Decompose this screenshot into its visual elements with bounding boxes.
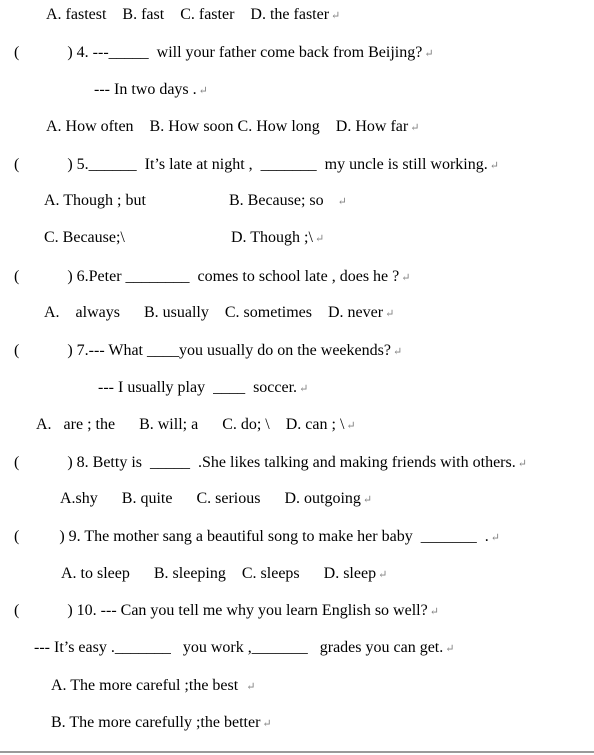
- paragraph-mark-icon: ↵: [246, 681, 256, 693]
- paragraph-mark-icon: ↵: [314, 233, 325, 245]
- q6-options: A. always B. usually C. sometimes D. never ↵: [44, 304, 395, 321]
- paragraph-mark-icon: ↵: [392, 346, 403, 358]
- paragraph-mark-icon: ↵: [385, 308, 395, 320]
- q10-option-b: B. The more carefully ;the better ↵: [51, 714, 272, 731]
- q4-answer: --- In two days . ↵: [94, 81, 208, 98]
- q9-stem: ( ) 9. The mother sang a beautiful song to make her baby _______ . ↵: [14, 528, 500, 545]
- q5-option-c: C. Because;\: [44, 229, 125, 246]
- q8-options: A.shy B. quite C. serious D. outgoing ↵: [60, 490, 373, 507]
- q4-stem: ( ) 4. ---_____ will your father come back from Beijing? ↵: [14, 44, 434, 61]
- paragraph-mark-icon: ↵: [378, 569, 388, 581]
- paragraph-mark-icon: ↵: [489, 160, 499, 172]
- q4-options: A. How often B. How soon C. How long D. How far ↵: [46, 118, 420, 135]
- q9-options: A. to sleep B. sleeping C. sleeps D. sleep ↵: [61, 565, 388, 582]
- q5-option-a: A. Though ; but: [44, 192, 146, 209]
- q5-option-d: D. Though ;\ ↵: [231, 229, 325, 246]
- paragraph-mark-icon: ↵: [424, 48, 434, 60]
- paragraph-mark-icon: ↵: [410, 122, 420, 134]
- q5-stem: ( ) 5.______ It’s late at night , _______ my uncle is still working. ↵: [14, 156, 499, 173]
- q7-stem: ( ) 7.--- What ____you usually do on the weekends? ↵: [14, 342, 403, 359]
- q5-option-b: B. Because; so ↵: [229, 192, 347, 209]
- q8-stem: ( ) 8. Betty is _____ .She likes talking and making friends with others. ↵: [14, 454, 527, 471]
- paragraph-mark-icon: ↵: [490, 532, 500, 544]
- q10-option-a: A. The more careful ;the best ↵: [51, 677, 256, 694]
- paragraph-mark-icon: ↵: [429, 606, 439, 618]
- paragraph-mark-icon: ↵: [517, 458, 527, 470]
- q6-stem: ( ) 6.Peter ________ comes to school late , does he ? ↵: [14, 268, 411, 285]
- q7-answer: --- I usually play ____ soccer. ↵: [98, 379, 309, 396]
- page-bottom-border: [0, 751, 594, 753]
- q10-stem: ( ) 10. --- Can you tell me why you learn English so well? ↵: [14, 602, 439, 619]
- paragraph-mark-icon: ↵: [331, 10, 341, 22]
- paragraph-mark-icon: ↵: [299, 383, 309, 395]
- paragraph-mark-icon: ↵: [362, 494, 373, 506]
- paragraph-mark-icon: ↵: [337, 196, 347, 208]
- paragraph-mark-icon: ↵: [401, 272, 411, 284]
- q7-options: A. are ; the B. will; a C. do; \ D. can ; \ ↵: [36, 416, 356, 433]
- paragraph-mark-icon: ↵: [445, 643, 455, 655]
- q3-options: A. fastest B. fast C. faster D. the faster ↵: [46, 6, 341, 23]
- paragraph-mark-icon: ↵: [346, 420, 356, 432]
- paragraph-mark-icon: ↵: [262, 718, 272, 730]
- q10-answer: --- It’s easy ._______ you work ,_______ grades you can get. ↵: [34, 639, 455, 656]
- paragraph-mark-icon: ↵: [198, 85, 208, 97]
